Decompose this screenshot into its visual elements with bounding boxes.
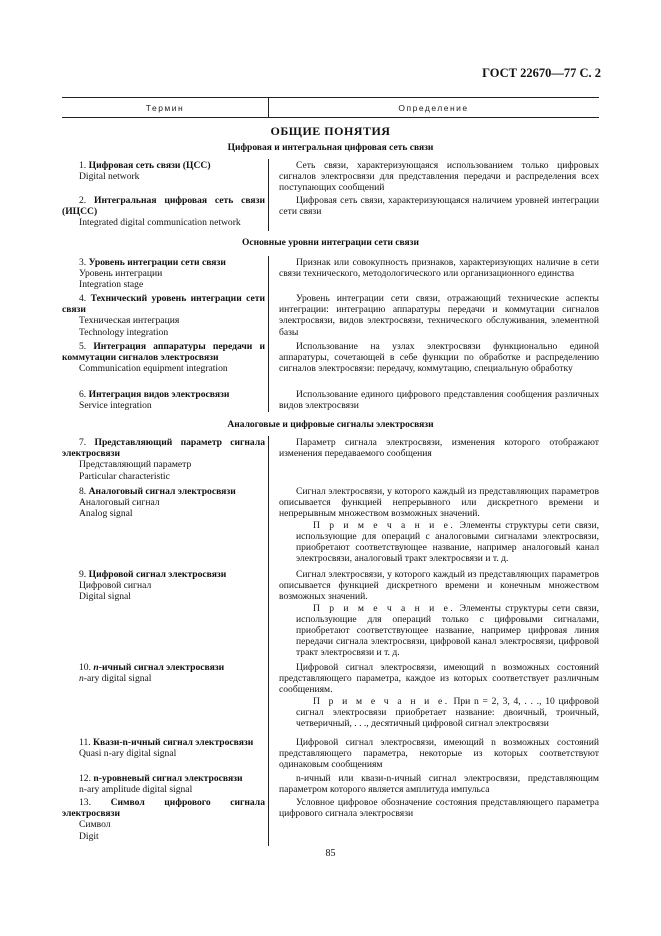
- column-header-definition: Определение: [398, 103, 469, 113]
- column-divider: [268, 256, 269, 412]
- term-entry-4: 4. Технический уровень интеграции сети связи Техническая интеграция Technology integration: [62, 293, 265, 338]
- table-top-rule: [62, 97, 599, 98]
- page-header: ГОСТ 22670—77 С. 2: [482, 66, 601, 80]
- term-entry-11: 11. Квази-n-ичный сигнал электросвязи Quasi n-ary digital signal: [79, 737, 254, 760]
- general-title: ОБЩИЕ ПОНЯТИЯ: [270, 124, 391, 138]
- term-entry-2: 2. Интегральная цифровая сеть связи (ИЦСС) Integrated digital communication network: [62, 195, 265, 229]
- column-header-terms: Термин: [145, 103, 185, 113]
- definition-9: Сигнал электросвязи, у которого каждый из представляющих параметров описывается функцией дискретного времени и конечным множеством возможных значений. П р и м е ч а н и е. Элементы структуры сети связи, использующие для операций только с цифровыми сигналами, приобретают соответствующее название, например цифровая линия передачи сигнала электросвязи, цифровой канал электросвязи, цифровой тракт электросвязи и т. д.: [279, 569, 599, 659]
- section-title-3: Аналоговые и цифровые сигналы электросвязи: [227, 420, 434, 430]
- definition-7: Параметр сигнала электросвязи, изменения которого отображают изменения передаваемого сообщения: [279, 437, 599, 460]
- column-divider: [268, 436, 269, 846]
- definition-11: Цифровой сигнал электросвязи, имеющий n возможных состояний представляющего параметра, некоторые из которых соответствуют одинаковым сообщениям: [279, 737, 599, 771]
- definition-1: Сеть связи, характеризующаяся использованием только цифровых сигналов электросвязи для представления передачи и распределения всех поступающих сообщений: [279, 160, 599, 194]
- term-entry-6: 6. Интеграция видов электросвязи Service integration: [79, 389, 230, 412]
- term-entry-3: 3. Уровень интеграции сети связи Уровень интеграции Integration stage: [79, 257, 226, 291]
- definition-5: Использование на узлах электросвязи функционально единой аппаратуры, сочетающей в себе функции по обработке и распределению сигналов электросвязи: передачу, коммутацию, специальную обработку: [279, 341, 599, 375]
- definition-2: Цифровая сеть связи, характеризующаяся наличием уровней интеграции сети связи: [279, 195, 599, 218]
- definition-13: Условное цифровое обозначение состояния представляющего параметра цифрового сигнала электросвязи: [279, 797, 599, 820]
- term-entry-1: 1. Цифровая сеть связи (ЦСС) Digital network: [79, 160, 211, 183]
- term-entry-5: 5. Интеграция аппаратуры передачи и коммутации сигналов электросвязи Communication equipment integration: [62, 341, 265, 375]
- page-number: 85: [325, 848, 336, 859]
- column-divider: [268, 159, 269, 231]
- term-entry-7: 7. Представляющий параметр сигнала электросвязи Представляющий параметр Particular characteristic: [62, 437, 265, 482]
- definition-8: Сигнал электросвязи, у которого каждый из представляющих параметров описывается функцией непрерывного или дискретного времени и непрерывным множеством возможных значений. П р и м е ч а н и е. Элементы структуры сети связи, использующие для операций с аналоговыми сигналами электросвязи, приобретают соответствующее название, например аналоговый канал электросвязи, аналоговый тракт электросвязи и т. д.: [279, 486, 599, 565]
- header-divider: [268, 97, 269, 117]
- section-title-2: Основные уровни интеграции сети связи: [242, 238, 419, 248]
- term-entry-12: 12. n-уровневый сигнал электросвязи n-ary amplitude digital signal: [79, 773, 243, 796]
- definition-4: Уровень интеграции сети связи, отражающий технические аспекты интеграции: интеграцию аппаратуры передачи и коммутации сигналов электросвязи, видов электросвязи, технического обслуживания, элементной базы: [279, 293, 599, 338]
- section-title-1: Цифровая и интегральная цифровая сеть связи: [227, 143, 434, 153]
- term-entry-8: 8. Аналоговый сигнал электросвязи Аналоговый сигнал Analog signal: [79, 486, 236, 520]
- term-entry-9: 9. Цифровой сигнал электросвязи Цифровой сигнал Digital signal: [79, 569, 227, 603]
- definition-3: Признак или совокупность признаков, характеризующих наличие в сети связи технического, методологического или организационного единства: [279, 257, 599, 280]
- definition-6: Использование единого цифрового представления сообщения различных видов электросвязи: [279, 389, 599, 412]
- definition-10: Цифровой сигнал электросвязи, имеющий n возможных состояний представляющего параметра, каждое из которых соответствует различным сообщениям. П р и м е ч а н и е. При n = 2, 3, 4, . . ., 10 цифровой сигнал электросвязи приобретает название: двоичный, троичный, четверичный, . . ., десятичный цифровой сигнал электросвязи: [279, 662, 599, 730]
- term-entry-13: 13. Символ цифрового сигнала электросвязи Символ Digit: [62, 797, 265, 842]
- definition-12: n-ичный или квази-n-ичный сигнал электросвязи, представляющим параметром которого является амплитуда импульса: [279, 773, 599, 796]
- term-entry-10: 10. n-ичный сигнал электросвязи n-ary digital signal: [79, 662, 225, 685]
- table-header-rule: [62, 117, 599, 118]
